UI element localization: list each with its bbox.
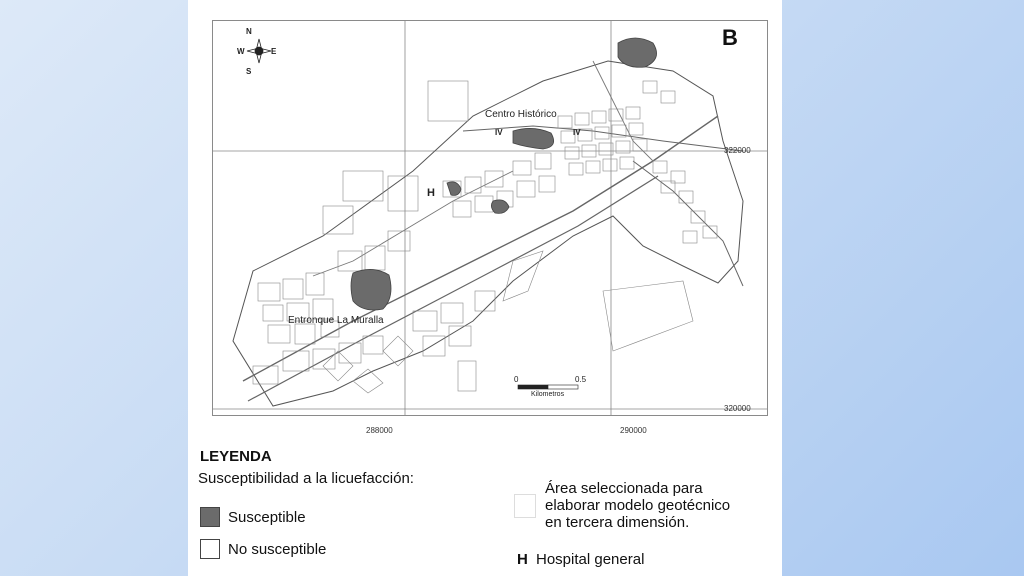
main-road-4 <box>633 161 743 286</box>
legend-selected-area-line3: en tercera dimensión. <box>545 514 690 531</box>
main-road-3 <box>463 126 743 151</box>
label-entronque-la-muralla: Entronque La Muralla <box>288 315 384 326</box>
panel-letter: B <box>722 25 738 50</box>
figure-panel <box>188 0 782 576</box>
susceptible-zone-northeast <box>618 38 657 67</box>
legend-hospital-symbol: H <box>517 551 528 568</box>
compass-west: W <box>237 47 245 56</box>
legend-selected-area-line2: elaborar modelo geotécnico <box>545 497 731 514</box>
hospital-marker: H <box>427 187 435 199</box>
susceptible-zone-central <box>491 200 509 214</box>
street-blocks-west <box>253 231 410 384</box>
scale-bar <box>518 385 578 389</box>
compass-rose <box>247 39 271 63</box>
section-marker-left: IV <box>495 128 503 137</box>
susceptible-zone-muralla <box>351 269 391 310</box>
legend-selected-area-line1: Área seleccionada para <box>545 480 703 497</box>
compass-east: E <box>271 47 277 56</box>
section-marker-right: IV <box>573 128 581 137</box>
scale-mid: 0.5 <box>575 375 587 384</box>
susceptible-zone-hospital <box>447 182 461 196</box>
main-road-1 <box>243 116 718 381</box>
coord-x-288000: 288000 <box>366 426 393 435</box>
swatch-susceptible <box>200 507 220 527</box>
legend-item-no-susceptible: No susceptible <box>228 541 327 558</box>
legend-item-susceptible: Susceptible <box>228 509 306 526</box>
map-frame <box>212 20 768 416</box>
compass-north: N <box>246 27 252 36</box>
street-blocks-historic <box>558 81 717 243</box>
label-centro-historico: Centro Histórico <box>485 109 557 120</box>
legend-subtitle: Susceptibilidad a la licuefacción: <box>198 470 414 487</box>
scale-start: 0 <box>514 375 519 384</box>
coord-x-290000: 290000 <box>620 426 647 435</box>
coord-y-320000: 320000 <box>724 404 751 413</box>
street-map <box>213 21 767 415</box>
legend-title: LEYENDA <box>200 448 272 465</box>
swatch-selected-area <box>514 494 536 518</box>
coord-y-322000: 322000 <box>724 146 751 155</box>
swatch-no-susceptible <box>200 539 220 559</box>
susceptible-zone-centro <box>513 128 554 149</box>
legend-hospital-label: Hospital general <box>536 551 645 568</box>
scale-unit: Kilometros <box>531 391 565 398</box>
compass-south: S <box>246 67 252 76</box>
